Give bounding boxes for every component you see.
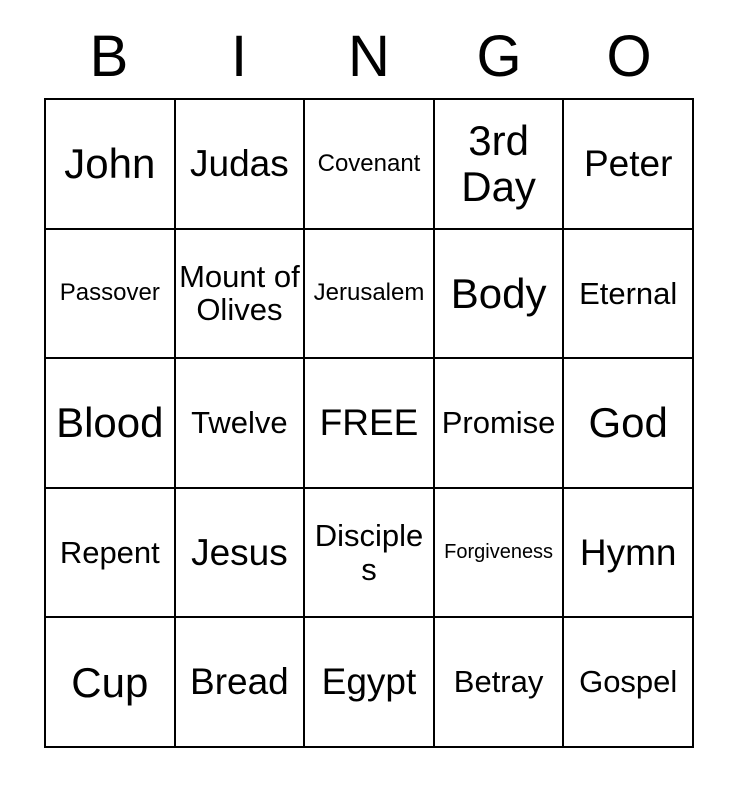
bingo-grid bbox=[44, 98, 694, 748]
bingo-cell[interactable] bbox=[46, 618, 176, 748]
bingo-cell-label: John bbox=[64, 140, 156, 188]
bingo-cell-label: God bbox=[588, 399, 668, 447]
bingo-cell-label: Betray bbox=[453, 664, 544, 700]
bingo-cell[interactable] bbox=[435, 489, 565, 619]
header-letter-o: O bbox=[606, 24, 652, 89]
bingo-cell[interactable] bbox=[176, 100, 306, 230]
bingo-cell-label: Twelve bbox=[191, 405, 288, 441]
bingo-cell[interactable] bbox=[435, 100, 565, 230]
bingo-cell[interactable] bbox=[305, 100, 435, 230]
bingo-cell[interactable] bbox=[435, 359, 565, 489]
bingo-cell-label: Forgiveness bbox=[444, 540, 554, 563]
bingo-cell[interactable] bbox=[176, 230, 306, 360]
bingo-cell-label: Eternal bbox=[579, 275, 678, 311]
bingo-cell[interactable] bbox=[46, 100, 176, 230]
bingo-cell-label: Peter bbox=[583, 142, 673, 184]
bingo-cell-label: Mount of Olives bbox=[179, 258, 300, 328]
bingo-free-label: FREE bbox=[319, 402, 419, 444]
bingo-cell-label: Hymn bbox=[579, 531, 677, 573]
bingo-cell[interactable] bbox=[564, 489, 694, 619]
bingo-cell[interactable] bbox=[564, 618, 694, 748]
bingo-cell[interactable] bbox=[305, 489, 435, 619]
bingo-cell[interactable] bbox=[305, 230, 435, 360]
bingo-cell[interactable] bbox=[46, 359, 176, 489]
bingo-cell-label: Passover bbox=[59, 279, 160, 307]
bingo-cell[interactable] bbox=[46, 489, 176, 619]
header-letter-b: B bbox=[89, 24, 129, 89]
bingo-cell-label: Gospel bbox=[579, 664, 678, 700]
bingo-cell-label: Covenant bbox=[317, 149, 421, 177]
bingo-cell[interactable] bbox=[46, 230, 176, 360]
header-letter-g: G bbox=[476, 24, 522, 89]
bingo-cell[interactable] bbox=[564, 359, 694, 489]
bingo-cell[interactable] bbox=[176, 489, 306, 619]
bingo-cell-label: Bread bbox=[190, 661, 289, 703]
bingo-cell[interactable] bbox=[305, 618, 435, 748]
header-letter-i: I bbox=[230, 24, 248, 89]
bingo-cell-label: Egypt bbox=[321, 661, 417, 703]
bingo-cell-label: Jesus bbox=[191, 531, 288, 573]
bingo-cell[interactable] bbox=[176, 359, 306, 489]
bingo-cell-free[interactable] bbox=[305, 359, 435, 489]
bingo-cell[interactable] bbox=[435, 230, 565, 360]
bingo-cell-label: Cup bbox=[71, 658, 149, 706]
bingo-cell-label: Body bbox=[450, 269, 547, 317]
bingo-cell-label: Blood bbox=[56, 399, 164, 447]
bingo-cell[interactable] bbox=[176, 618, 306, 748]
bingo-cell-label: Judas bbox=[190, 142, 289, 184]
bingo-cell-label: Repent bbox=[59, 534, 160, 570]
bingo-cell-label: 3rd Day bbox=[461, 117, 536, 210]
bingo-cell[interactable] bbox=[564, 100, 694, 230]
bingo-cell[interactable] bbox=[564, 230, 694, 360]
bingo-cell-label: Disciples bbox=[314, 518, 424, 587]
bingo-header-row bbox=[44, 24, 694, 89]
bingo-cell[interactable] bbox=[435, 618, 565, 748]
header-letter-n: N bbox=[348, 24, 390, 89]
bingo-cell-label: Promise bbox=[441, 405, 556, 441]
bingo-cell-label: Jerusalem bbox=[313, 279, 425, 307]
